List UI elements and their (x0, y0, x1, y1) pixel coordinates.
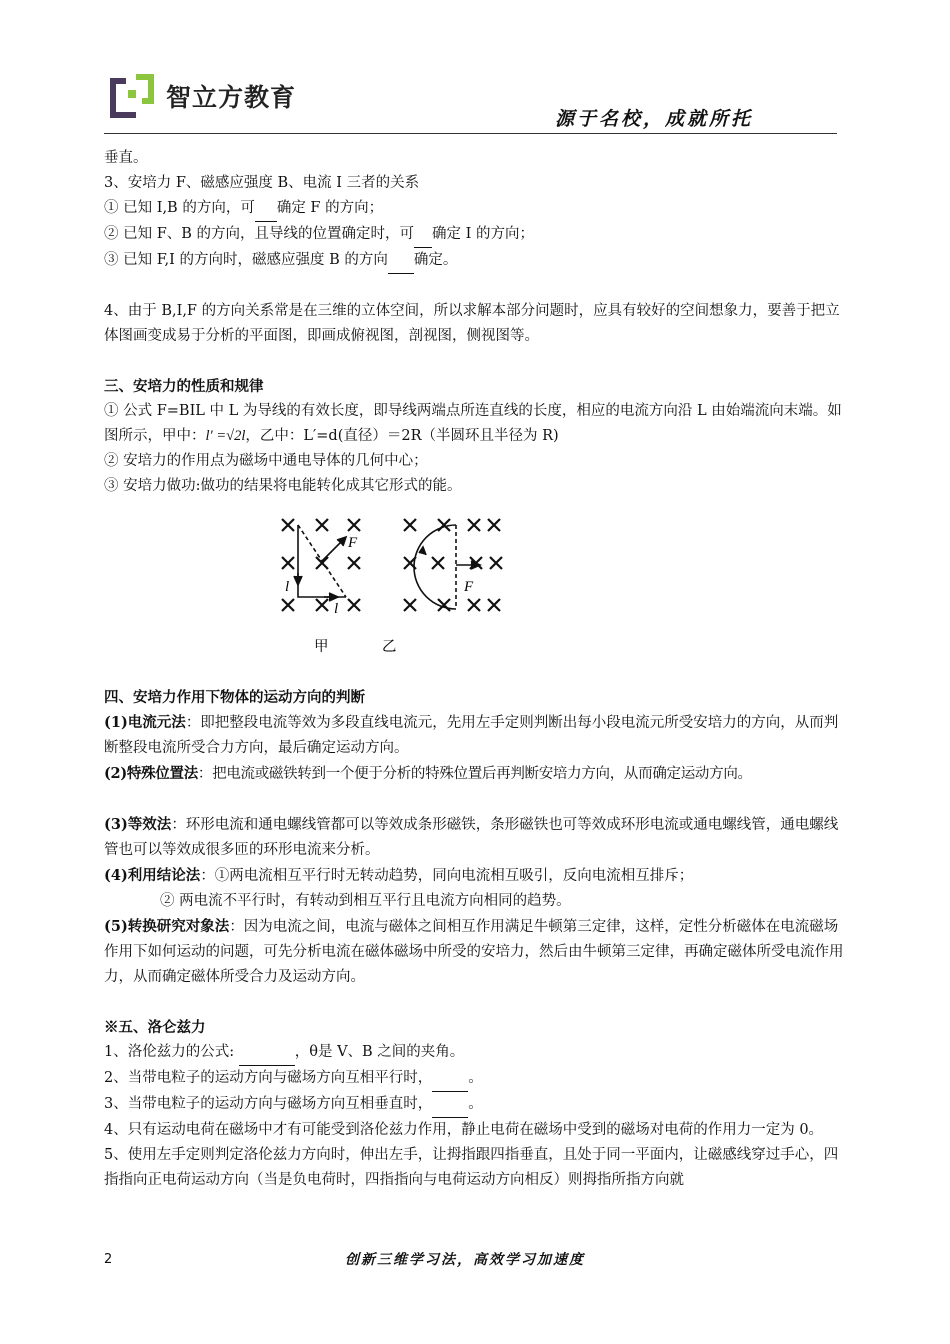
header-slogan: 源于名校，成就所托 (555, 108, 754, 130)
paragraph: 4、由于 B,I,F 的方向关系常是在三维的立体空间，所以求解本部分问题时，应具有较好的空间想象力，要善于把立体图画变成易于分析的平面图，即画成俯视图，剖视图，侧视图等。 (104, 303, 840, 344)
text-line: 垂直。 (104, 150, 148, 166)
header-rule (104, 133, 837, 134)
section-title: 四、安培力作用下物体的运动方向的判断 (104, 689, 365, 706)
text-line: ② 安培力的作用点为磁场中通电导体的几何中心； (104, 453, 428, 469)
length-label: l (285, 579, 290, 595)
figure (104, 513, 849, 673)
text-line: ② 两电流不平行时，有转动到相互平行且电流方向相同的趋势。 (160, 893, 571, 909)
figure-label-jia: 甲 (314, 639, 329, 655)
force-label: F (348, 535, 358, 551)
formula: l′ =√2l (205, 428, 246, 444)
fill-blank (388, 248, 414, 274)
logo (106, 70, 296, 122)
text-line: ① 已知 I,B 的方向，可 确定 F 的方向； (104, 196, 849, 222)
paragraph: (5)转换研究对象法：因为电流之间，电流与磁体之间相互作用满足牛顿第三定律，这样，定性分析磁体在电流磁场作用下如何运动的问题，可先分析电流在磁体磁场中所受的安培力，然后由牛顿第三定律，再确定磁体所受电流作用力，从而确定磁体所受合力及运动方向。 (104, 918, 844, 985)
force-label: F (464, 579, 474, 595)
text-line: ③ 安培力做功:做功的结果将电能转化成其它形式的能。 (104, 478, 462, 494)
text-line: 3、安培力 F、磁感应强度 B、电流 I 三者的关系 (104, 175, 420, 191)
page-content (104, 146, 849, 1193)
text-line: ③ 已知 F,I 的方向时，磁感应强度 B 的方向 确定。 (104, 248, 849, 274)
magnetic-field-figure (274, 513, 694, 673)
footer-slogan: 创新三维学习法，高效学习加速度 (345, 1252, 585, 1268)
text-line: 3、当带电粒子的运动方向与磁场方向互相垂直时， 。 (104, 1092, 849, 1118)
logo-text: 智立方教育 (166, 83, 297, 112)
text-line: ② 已知 F、B 的方向，且导线的位置确定时，可 确定 I 的方向； (104, 222, 849, 248)
text-line: (4)利用结论法：①两电流相互平行时无转动趋势，同向电流相互吸引，反向电流相互排斥； (104, 867, 694, 884)
wire-jia (294, 525, 346, 601)
paragraph: 5、使用左手定则判定洛伦兹力方向时，伸出左手，让拇指跟四指垂直，且处于同一平面内，让磁感线穿过手心，四指指向正电荷运动方向（当是负电荷时，四指指向与电荷运动方向相反）则拇指所指方向就 (104, 1147, 839, 1188)
fill-blank (432, 1092, 468, 1118)
paragraph: (3)等效法：环形电流和通电螺线管都可以等效成条形磁铁，条形磁铁也可等效成环形电流或通电螺线管，通电螺线管也可以等效成很多匝的环形电流来分析。 (104, 816, 839, 858)
page-number: 2 (104, 1252, 113, 1267)
fill-blank (255, 196, 277, 222)
text-line: (2)特殊位置法：把电流或磁铁转到一个便于分析的特殊位置后再判断安培力方向，从而确定运动方向。 (104, 765, 752, 782)
text-line: 1、洛伦兹力的公式: ，θ是 V、B 之间的夹角。 (104, 1040, 849, 1066)
section-title: ※五、洛仑兹力 (104, 1019, 206, 1036)
length-label: l (334, 601, 339, 617)
paragraph: 4、只有运动电荷在磁场中才有可能受到洛伦兹力作用，静止电荷在磁场中受到的磁场对电荷的作用力一定为 0。 (104, 1122, 824, 1138)
fill-blank (239, 1040, 295, 1066)
wire-yi (414, 525, 480, 609)
figure-label-yi: 乙 (382, 639, 397, 655)
paragraph: ① 公式 F=BIL 中 L 为导线的有效长度，即导线两端点所连直线的长度，相应的电流方向沿 L 由始端流向末端。如图所示，甲中：l′ =√2l，乙中：L′=d(直径）＝2R（半圆环且半径为 R) (104, 403, 842, 444)
fill-blank (414, 222, 432, 248)
field-crosses-right (404, 519, 502, 611)
text-line: 2、当带电粒子的运动方向与磁场方向互相平行时， 。 (104, 1066, 849, 1092)
section-title: 三、安培力的性质和规律 (104, 378, 264, 395)
paragraph: (1)电流元法：即把整段电流等效为多段直线电流元，先用左手定则判断出每小段电流元所受安培力的方向，从而判断整段电流所受合力方向，最后确定运动方向。 (104, 714, 839, 756)
fill-blank (432, 1066, 468, 1092)
logo-mark-icon (106, 70, 158, 122)
